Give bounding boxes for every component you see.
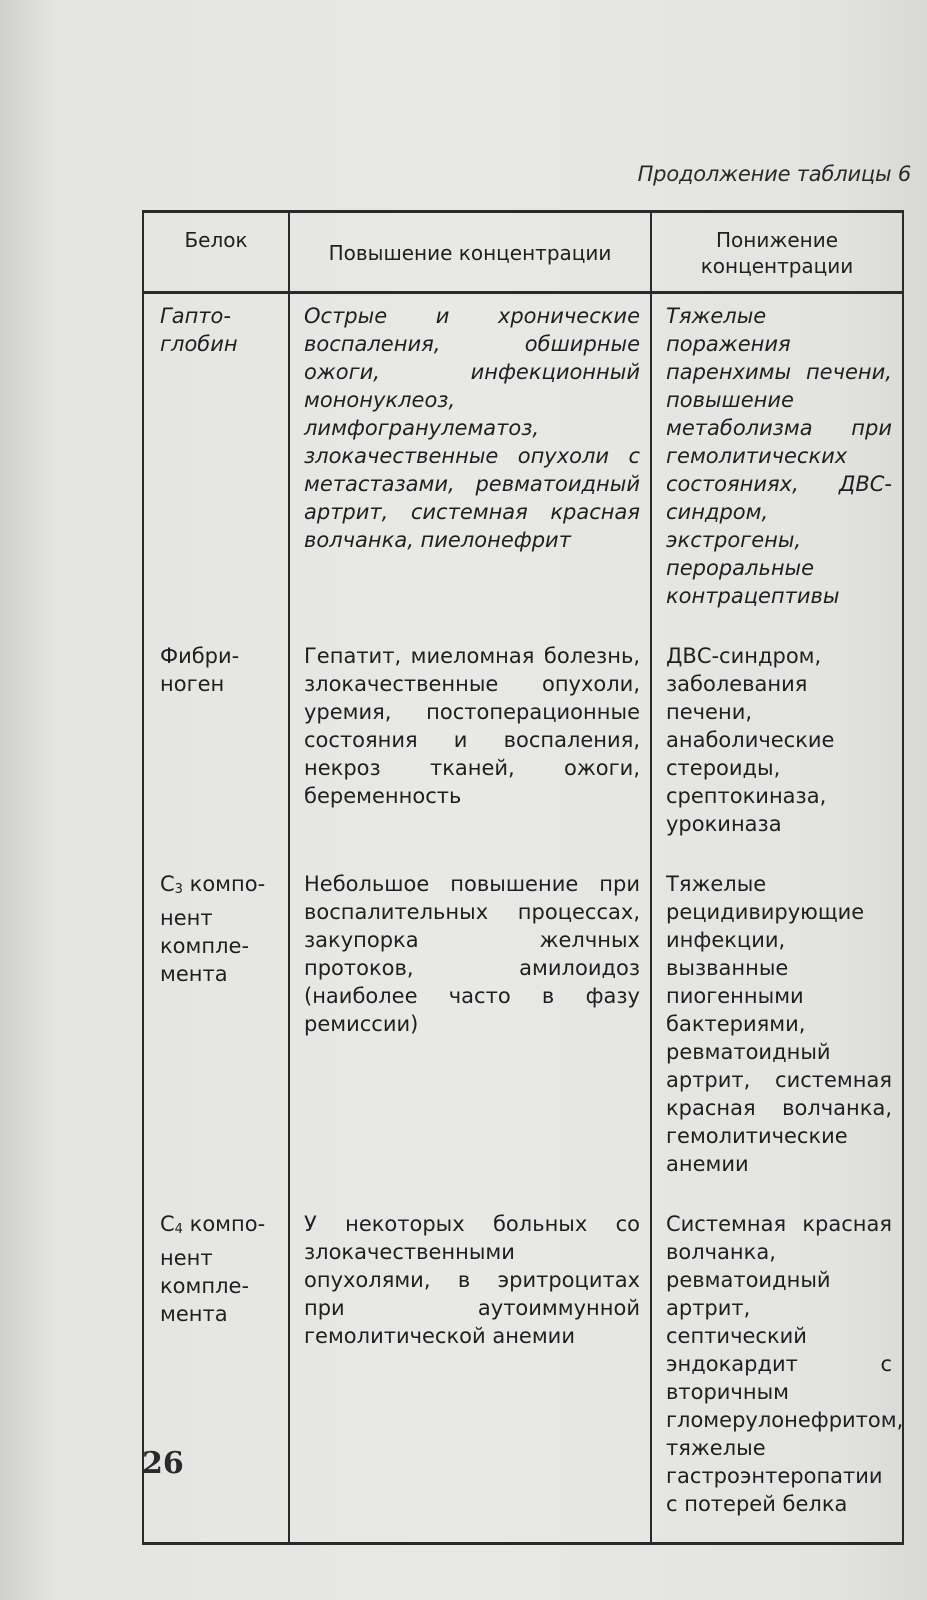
column-header-decrease: Понижение концентрации xyxy=(651,212,903,293)
column-header-increase: Повышение концентрации xyxy=(289,212,651,293)
decrease-cell: Системная красная волчанка, ревматоидный артрит, септический эндокардит с вторичным гломерулонефритом, тяжелые гастроэнтеропатии с потерей белка xyxy=(651,1202,903,1544)
column-header-protein: Белок xyxy=(143,212,289,293)
table-row xyxy=(143,293,903,635)
decrease-text: Тяжелые поражения паренхимы печени, повышение метаболизма при гемолитических состояниях, ДВС-синдром, экстрогены, пероральные контрацептивы xyxy=(666,304,892,608)
protein-label: компо-нент компле-мента xyxy=(160,1212,266,1326)
protein-name-haptoglobin: Гапто-глобин xyxy=(143,293,289,635)
protein-name-fibrinogen: Фибри-ноген xyxy=(143,634,289,862)
protein-table xyxy=(142,210,904,1545)
table-header-row xyxy=(143,212,903,293)
increase-cell: У некоторых больных со злокачественными опухолями, в эритроцитах при аутоиммунной гемолитической анемии xyxy=(289,1202,651,1544)
protein-prefix: С xyxy=(160,1212,175,1236)
protein-name-c4 xyxy=(143,1202,289,1544)
decrease-cell: ДВС-синдром, заболевания печени, анаболические стероиды, срептокиназа, урокиназа xyxy=(651,634,903,862)
table-continuation-caption: Продолжение таблицы 6 xyxy=(637,162,911,186)
increase-cell: Гепатит, миеломная болезнь, злокачественные опухоли, уремия, постоперационные состояния и воспаления, некроз тканей, ожоги, беременность xyxy=(289,634,651,862)
decrease-cell: Тяжелые рецидивирующие инфекции, вызванные пиогенными бактериями, ревматоидный артрит, системная красная волчанка, гемолитические анемии xyxy=(651,862,903,1202)
table-row xyxy=(143,634,903,862)
table-row xyxy=(143,862,903,1202)
decrease-cell xyxy=(651,293,903,635)
page-number: 26 xyxy=(142,1446,184,1481)
protein-label: компо-нент компле-мента xyxy=(160,872,266,986)
protein-subscript: 3 xyxy=(174,882,183,897)
increase-cell xyxy=(289,293,651,635)
protein-name-c3 xyxy=(143,862,289,1202)
protein-prefix: С xyxy=(160,872,175,896)
protein-subscript: 4 xyxy=(174,1222,183,1237)
table-row xyxy=(143,1202,903,1544)
increase-cell: Небольшое повышение при воспалительных процессах, закупорка желчных протоков, амилоидоз (наиболее часто в фазу ремиссии) xyxy=(289,862,651,1202)
increase-text: Острые и хронические воспаления, обширные ожоги, инфекционный мононуклеоз, лимфогранулематоз, злокачественные опухоли с метастазами, ревматоидный артрит, системная красная волчанка, пиелонефрит xyxy=(304,304,640,552)
